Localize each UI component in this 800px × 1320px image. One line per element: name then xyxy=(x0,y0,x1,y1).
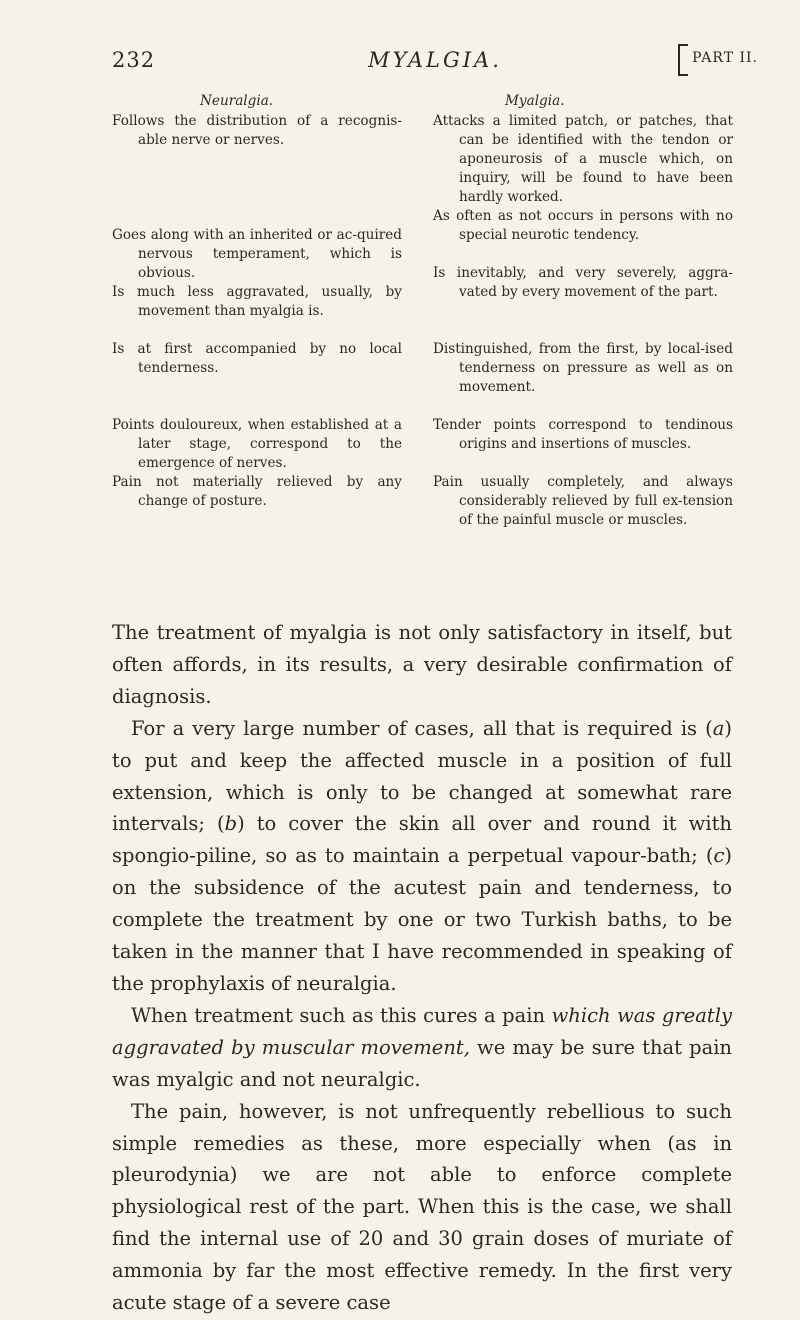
italic-phrase: which was greatly aggravated by muscular movement, xyxy=(112,1003,732,1059)
myalgia-entry: Distinguished, from the first, by local-ised tenderness on pressure as well as on movement. xyxy=(433,341,733,395)
paragraph xyxy=(112,1000,732,1096)
neuralgia-entry: Goes along with an inherited or ac-quired nervous temperament, which is obvious. xyxy=(112,227,402,281)
running-title: MYALGIA. xyxy=(368,48,502,72)
neuralgia-heading: Neuralgia. xyxy=(200,93,274,109)
italic-letter: a xyxy=(712,716,725,740)
italic-letter: b xyxy=(224,812,238,836)
neuralgia-entry: Pain not materially relieved by any change of posture. xyxy=(112,474,402,509)
paragraph xyxy=(112,713,732,1000)
paragraph: The treatment of myalgia is not only satisfactory in itself, but often affords, in its results, a very desirable confirmation of diagnosis. xyxy=(112,621,732,708)
part-label: PART II. xyxy=(678,44,758,66)
myalgia-entry: As often as not occurs in persons with no special neurotic tendency. xyxy=(433,208,733,243)
running-header xyxy=(112,48,758,82)
text-run: we may be sure that pain was myalgic and not neuralgic. xyxy=(112,1035,732,1091)
myalgia-column xyxy=(433,92,733,528)
text-run: ) to cover the skin all over and round it with spongio-piline, so as to maintain a perpetual vapour-bath; ( xyxy=(112,812,732,868)
text-run: ) to put and keep the affected muscle in a position of full extension, which is only to be changed at somewhat rare intervals; ( xyxy=(112,716,732,836)
neuralgia-entry: Is at first accompanied by no local tenderness. xyxy=(112,341,402,376)
italic-letter: c xyxy=(713,844,725,868)
myalgia-entry: Attacks a limited patch, or patches, that can be identified with the tendon or aponeurosis of a muscle which, on inquiry, will be found to have been hardly worked. xyxy=(433,113,733,205)
text-run: When treatment such as this cures a pain xyxy=(131,1003,552,1027)
body-text xyxy=(112,617,732,1319)
myalgia-heading: Myalgia. xyxy=(505,93,565,109)
text-run: ) on the subsidence of the acutest pain and tenderness, to complete the treatment by one or two Turkish baths, to be taken in the manner that I have recommended in speaking of the prophylaxis of neuralgia. xyxy=(112,844,732,995)
neuralgia-entry: Is much less aggravated, usually, by movement than myalgia is. xyxy=(112,284,402,319)
paragraph: The pain, however, is not unfrequently rebellious to such simple remedies as these, more especially when (as in pleurodynia) we are not able to enforce complete physiological rest of the part. When this is the case, we shall find the internal use of 20 and 30 grain doses of muriate of ammonia by far the most effective remedy. In the first very acute stage of a severe case xyxy=(112,1099,732,1315)
myalgia-entry: Pain usually completely, and always considerably relieved by full ex-tension of the painful muscle or muscles. xyxy=(433,474,733,528)
neuralgia-column xyxy=(112,92,402,509)
text-run: For a very large number of cases, all that is required is ( xyxy=(131,716,713,740)
myalgia-entry: Tender points correspond to tendinous origins and insertions of muscles. xyxy=(433,417,733,452)
neuralgia-entry: Follows the distribution of a recognis-able nerve or nerves. xyxy=(112,113,402,148)
myalgia-entry: Is inevitably, and very severely, aggra-vated by every movement of the part. xyxy=(433,265,733,300)
neuralgia-entry: Points douloureux, when established at a later stage, correspond to the emergence of nerves. xyxy=(112,417,402,471)
page-number: 232 xyxy=(112,48,156,72)
